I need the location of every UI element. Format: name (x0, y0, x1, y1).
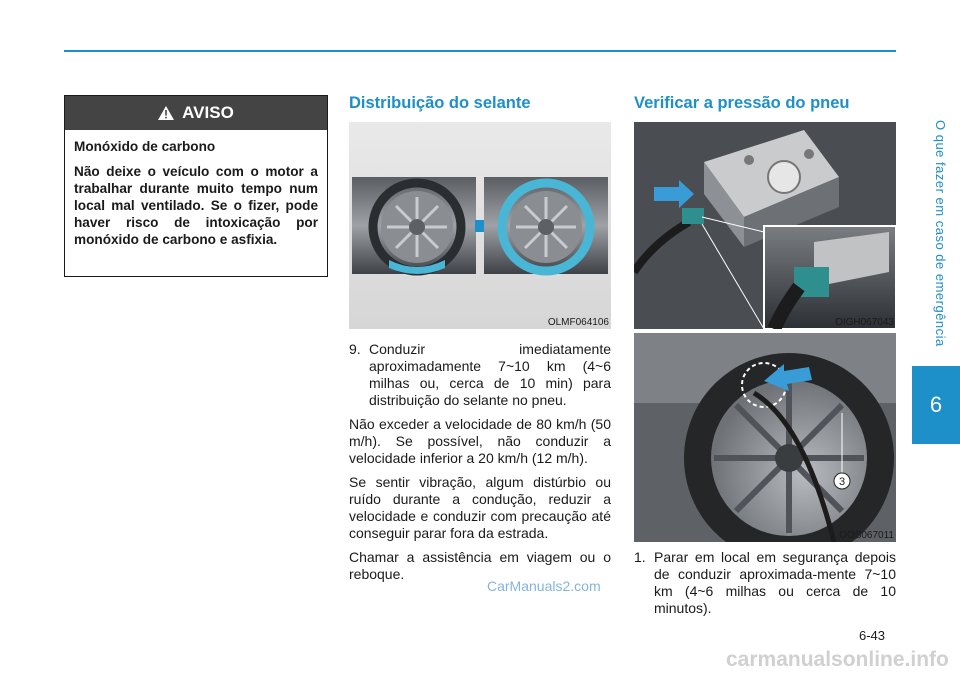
warning-body (65, 130, 327, 264)
section1-text (349, 341, 611, 590)
step-text: Parar em local em segurança depois de conduzir aproximada-mente 7~10 km (4~6 milhas ou cerca de 10 minutos). (654, 549, 896, 616)
compressor-figure (634, 122, 896, 329)
step-9 (349, 341, 611, 409)
figure-code: OOS067011 (839, 530, 894, 541)
page-number: 6-43 (859, 628, 886, 643)
paragraph: Chamar a assistência em viagem ou o reboque. (349, 549, 611, 582)
paragraph: Se sentir vibração, algum distúrbio ou ruído durante a condução, reduzir a velocidade e conduzir com precaução até conseguir parar fora da estrada. (349, 474, 611, 541)
tyre-valve-illustration (634, 333, 896, 542)
step-number: 1. (634, 549, 646, 565)
callout-number: 3 (838, 476, 846, 488)
chapter-title: O que fazer em caso de emergência (933, 120, 948, 347)
figure-code: OLMF064106 (547, 317, 609, 328)
watermark: CarManuals2.com (487, 578, 601, 594)
section-title-sealant: Distribuição do selante (349, 94, 531, 112)
sealant-figure (349, 122, 611, 329)
section-title-pressure: Verificar a pressão do pneu (634, 94, 850, 112)
top-rule (64, 50, 896, 52)
step-1 (634, 549, 896, 617)
figure-code: OIGH067043 (835, 317, 894, 328)
chapter-number: 6 (912, 366, 960, 444)
step-text: Conduzir imediatamente aproximadamente 7~10 km (4~6 milhas ou, cerca de 10 min) para distribuição do selante no pneu. (369, 341, 611, 408)
warning-header (65, 96, 327, 130)
sealant-illustration (349, 122, 611, 329)
step-number: 9. (349, 341, 361, 357)
warning-text: Não deixe o veículo com o motor a trabalhar durante muito tempo num local mal ventilado. Se o fizer, pode haver risco de intoxicação por monóxido de carbono e asfixia. (74, 164, 318, 247)
warning-label: AVISO (182, 103, 234, 122)
warning-box (64, 95, 328, 277)
watermark: carmanualsonline.info (726, 648, 949, 671)
section2-text (634, 549, 896, 617)
compressor-illustration (634, 122, 896, 329)
warning-triangle-icon (158, 106, 174, 120)
tyre-valve-figure (634, 333, 896, 542)
paragraph: Não exceder a velocidade de 80 km/h (50 m/h). Se possível, não conduzir a velocidade inferior a 20 km/h (12 m/h). (349, 416, 611, 466)
warning-heading: Monóxido de carbono (74, 139, 216, 154)
